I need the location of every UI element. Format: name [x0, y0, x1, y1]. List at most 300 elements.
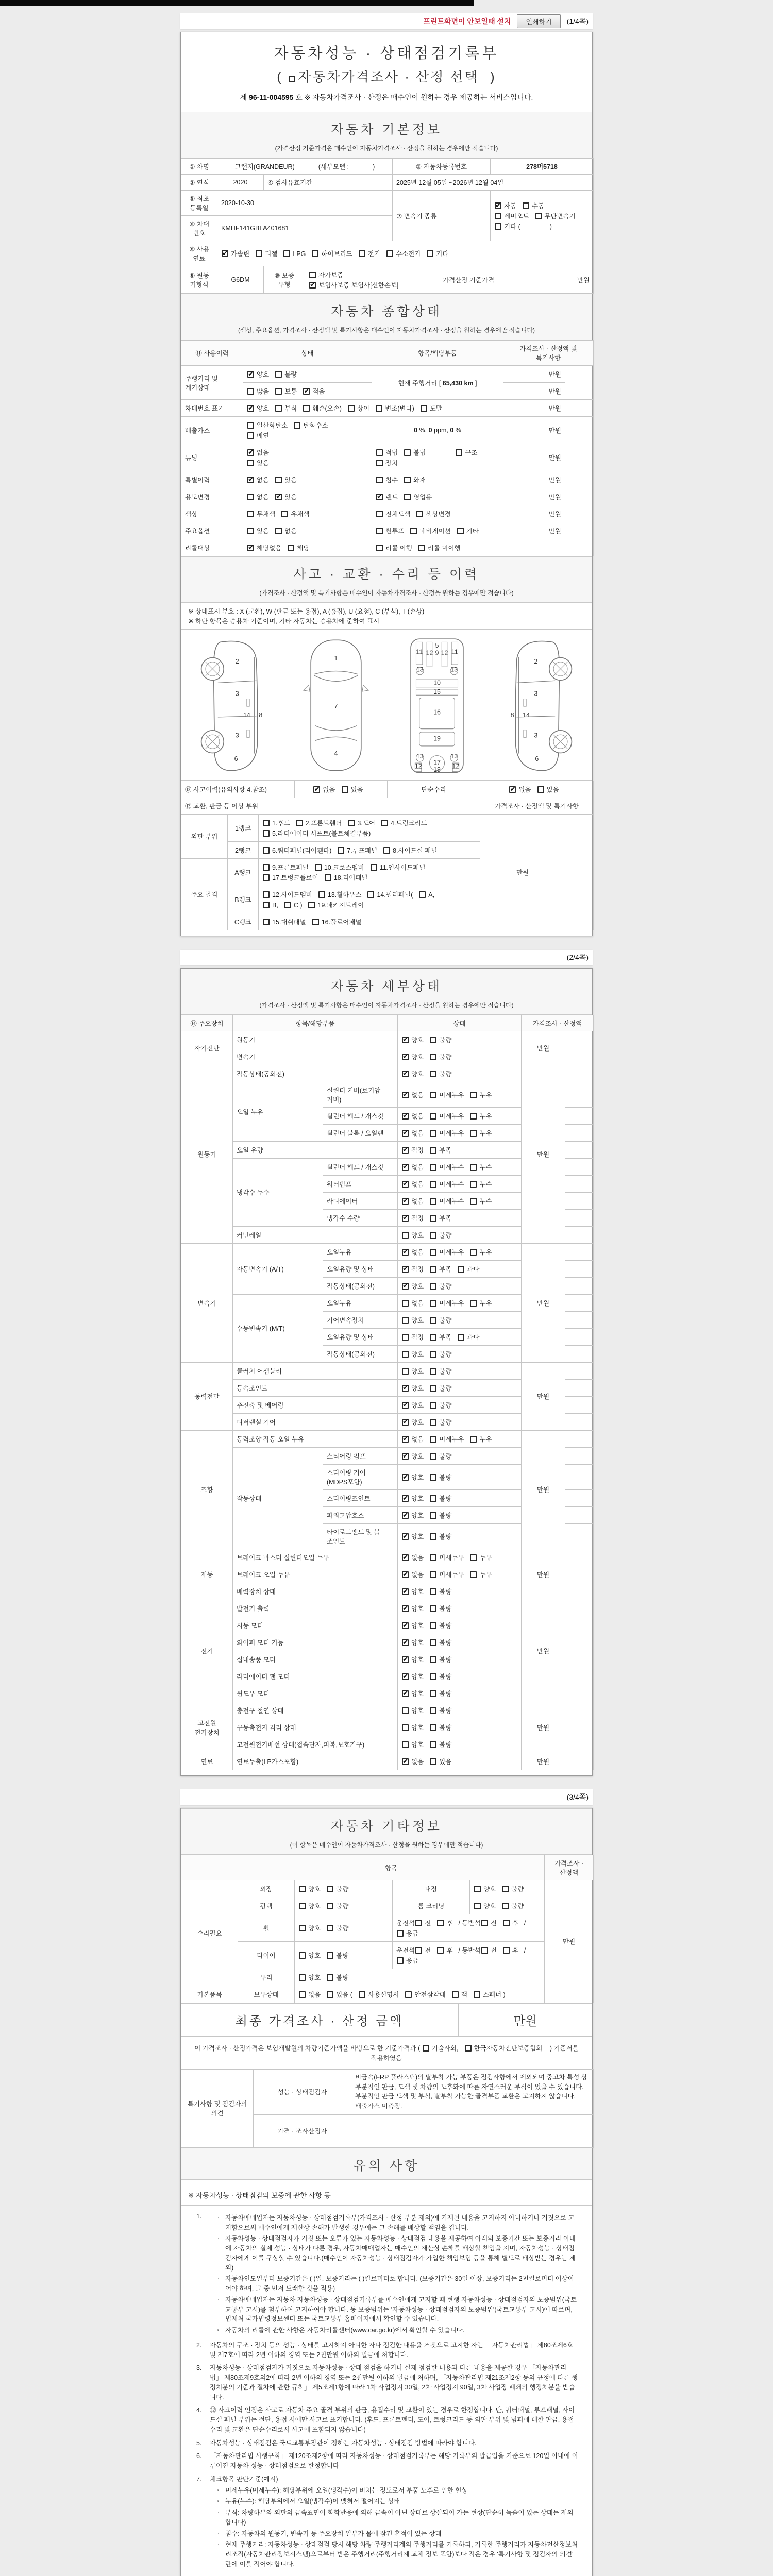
- unchecked-checkbox-icon[interactable]: [359, 1991, 365, 1998]
- unchecked-checkbox-icon[interactable]: [430, 1474, 436, 1481]
- unchecked-checkbox-icon[interactable]: [430, 1656, 436, 1663]
- unchecked-checkbox-icon[interactable]: [402, 1368, 409, 1375]
- checked-checkbox-icon[interactable]: [402, 1495, 409, 1502]
- unchecked-checkbox-icon[interactable]: [474, 1991, 480, 1998]
- unchecked-checkbox-icon[interactable]: [275, 477, 282, 483]
- unchecked-checkbox-icon[interactable]: [404, 477, 411, 483]
- unchecked-checkbox-icon[interactable]: [474, 1903, 481, 1909]
- cell: 구동축전지 격리 상태: [233, 1719, 398, 1736]
- check-option: 2.프론트휀더: [296, 818, 342, 828]
- unchecked-checkbox-icon[interactable]: [430, 1334, 436, 1341]
- checked-checkbox-icon[interactable]: [402, 1512, 409, 1519]
- unchecked-checkbox-icon[interactable]: [430, 1622, 436, 1629]
- table-row: [181, 159, 594, 175]
- unchecked-checkbox-icon[interactable]: [327, 1925, 333, 1931]
- unchecked-checkbox-icon[interactable]: [402, 1300, 409, 1307]
- unchecked-checkbox-icon[interactable]: [437, 1947, 444, 1954]
- unchecked-checkbox-icon[interactable]: [367, 891, 374, 898]
- checked-checkbox-icon[interactable]: [247, 405, 254, 412]
- check-option: 불량: [429, 1586, 451, 1597]
- unchecked-checkbox-icon[interactable]: [376, 460, 383, 466]
- unchecked-checkbox-icon[interactable]: [430, 1113, 436, 1120]
- unchecked-checkbox-icon[interactable]: [416, 511, 423, 517]
- unchecked-checkbox-icon[interactable]: [470, 1113, 477, 1120]
- unchecked-checkbox-icon[interactable]: [456, 449, 462, 456]
- check-option: 5.라디에이터 서포트(볼트체결부품): [262, 828, 371, 838]
- unchecked-checkbox-icon[interactable]: [299, 1925, 306, 1931]
- check-option: 불량: [429, 1688, 451, 1699]
- cell: 등속조인트: [233, 1379, 398, 1396]
- unchecked-checkbox-icon[interactable]: [327, 1974, 333, 1981]
- unchecked-checkbox-icon[interactable]: [256, 250, 262, 257]
- document-header: [181, 32, 592, 112]
- unchecked-checkbox-icon[interactable]: [263, 874, 270, 881]
- checked-checkbox-icon[interactable]: [402, 1639, 409, 1646]
- unchecked-checkbox-icon[interactable]: [318, 891, 325, 898]
- unchecked-checkbox-icon[interactable]: [402, 1334, 409, 1341]
- cell: [565, 1413, 594, 1430]
- unchecked-checkbox-icon[interactable]: [430, 1690, 436, 1697]
- unchecked-checkbox-icon[interactable]: [430, 1249, 436, 1256]
- unchecked-checkbox-icon[interactable]: [275, 528, 282, 534]
- unchecked-checkbox-icon[interactable]: [474, 1886, 481, 1892]
- cell: 디퍼렌셜 기어: [233, 1413, 398, 1430]
- checked-checkbox-icon[interactable]: [376, 494, 383, 500]
- unchecked-checkbox-icon[interactable]: [402, 1707, 409, 1714]
- unchecked-checkbox-icon[interactable]: [430, 1071, 436, 1077]
- check-option: ✔ 해당없음: [247, 543, 281, 553]
- cell: [243, 444, 372, 471]
- cell: [243, 488, 372, 505]
- page-2: [180, 968, 593, 1776]
- unchecked-checkbox-icon[interactable]: [430, 1266, 436, 1273]
- checked-checkbox-icon[interactable]: [402, 1588, 409, 1595]
- unchecked-checkbox-icon[interactable]: [430, 1588, 436, 1595]
- diagram-part-number: 12: [452, 762, 460, 770]
- check-option: ✔양호: [247, 369, 269, 379]
- check-option: 양호: [401, 1230, 424, 1240]
- checked-checkbox-icon[interactable]: [402, 1419, 409, 1426]
- unchecked-checkbox-icon[interactable]: [415, 1947, 422, 1954]
- unchecked-checkbox-icon[interactable]: [502, 1903, 509, 1909]
- unchecked-checkbox-icon[interactable]: [386, 250, 393, 257]
- check-option: 잭: [451, 1989, 467, 1999]
- cell: [565, 1506, 594, 1523]
- unchecked-checkbox-icon[interactable]: [338, 847, 344, 854]
- check-option: 훼손(오손): [303, 403, 342, 413]
- print-button[interactable]: 인쇄하기: [517, 14, 560, 28]
- unchecked-checkbox-icon[interactable]: [495, 213, 501, 219]
- unchecked-checkbox-icon[interactable]: [327, 1952, 333, 1959]
- checked-checkbox-icon[interactable]: [402, 1147, 409, 1154]
- unchecked-checkbox-icon[interactable]: [371, 864, 377, 871]
- unchecked-checkbox-icon[interactable]: [376, 545, 383, 551]
- unchecked-checkbox-icon[interactable]: [283, 250, 290, 257]
- unchecked-checkbox-icon[interactable]: [325, 874, 331, 881]
- cell: 고전원전기배선 상태(접속단자,피복,보호기구): [233, 1736, 398, 1753]
- checked-checkbox-icon[interactable]: [402, 1453, 409, 1460]
- unchecked-checkbox-icon[interactable]: [430, 1164, 436, 1171]
- cell: [398, 1345, 522, 1362]
- checked-checkbox-icon[interactable]: [402, 1554, 409, 1561]
- checked-checkbox-icon[interactable]: [309, 282, 316, 289]
- unchecked-checkbox-icon[interactable]: [421, 405, 427, 412]
- section-notice-title: 유의 사항: [353, 2158, 420, 2173]
- unchecked-checkbox-icon[interactable]: [410, 528, 417, 534]
- unchecked-checkbox-icon[interactable]: [470, 1436, 477, 1443]
- unchecked-checkbox-icon[interactable]: [296, 820, 303, 826]
- unchecked-checkbox-icon[interactable]: [430, 1436, 436, 1443]
- unchecked-checkbox-icon[interactable]: [430, 1673, 436, 1680]
- unchecked-checkbox-icon[interactable]: [299, 1952, 306, 1959]
- cell: [565, 1065, 594, 1082]
- unchecked-checkbox-icon[interactable]: [402, 1724, 409, 1731]
- unchecked-checkbox-icon[interactable]: [327, 1886, 333, 1892]
- unchecked-checkbox-icon[interactable]: [465, 2045, 472, 2052]
- unchecked-checkbox-icon[interactable]: [457, 528, 464, 534]
- cell: 시동 모터: [233, 1617, 398, 1634]
- checked-checkbox-icon[interactable]: [402, 1113, 409, 1120]
- unchecked-checkbox-icon[interactable]: [402, 1317, 409, 1324]
- unchecked-checkbox-icon[interactable]: [376, 477, 383, 483]
- unchecked-checkbox-icon[interactable]: [263, 891, 270, 898]
- unchecked-checkbox-icon[interactable]: [437, 1920, 444, 1926]
- unchecked-checkbox-icon[interactable]: [404, 449, 411, 456]
- unchecked-checkbox-icon[interactable]: [430, 1147, 436, 1154]
- cell: 작동상태(공회전): [323, 1345, 398, 1362]
- cell: [565, 1277, 594, 1294]
- checked-checkbox-icon[interactable]: [509, 786, 516, 793]
- unchecked-checkbox-icon[interactable]: [430, 1215, 436, 1222]
- checked-checkbox-icon[interactable]: [247, 477, 254, 483]
- unchecked-checkbox-icon[interactable]: [430, 1758, 436, 1765]
- unchecked-checkbox-icon[interactable]: [458, 1334, 464, 1341]
- unchecked-checkbox-icon[interactable]: [535, 213, 542, 219]
- unchecked-checkbox-icon[interactable]: [430, 1605, 436, 1612]
- unchecked-checkbox-icon[interactable]: [327, 1903, 333, 1909]
- unchecked-checkbox-icon[interactable]: [397, 1930, 404, 1937]
- checked-checkbox-icon[interactable]: [402, 1402, 409, 1409]
- unchecked-checkbox-icon[interactable]: [312, 919, 319, 925]
- unchecked-checkbox-icon[interactable]: [430, 1317, 436, 1324]
- unchecked-checkbox-icon[interactable]: [430, 1402, 436, 1409]
- checked-checkbox-icon[interactable]: [402, 1249, 409, 1256]
- check-option: 전: [415, 1945, 431, 1955]
- unchecked-checkbox-icon[interactable]: [430, 1351, 436, 1358]
- unchecked-checkbox-icon[interactable]: [430, 1054, 436, 1060]
- unchecked-checkbox-icon[interactable]: [247, 388, 254, 395]
- unchecked-checkbox-icon[interactable]: [470, 1164, 477, 1171]
- unchecked-checkbox-icon[interactable]: [419, 891, 426, 898]
- check-option: 불량: [429, 1052, 451, 1062]
- unchecked-checkbox-icon[interactable]: [381, 820, 388, 826]
- unchecked-checkbox-icon[interactable]: [376, 511, 383, 517]
- cell: 작동상태(공회전): [323, 1277, 398, 1294]
- text: /: [524, 1946, 526, 1954]
- page-3: [180, 1808, 593, 2576]
- cell: 타이어: [238, 1941, 295, 1969]
- unchecked-checkbox-icon[interactable]: [430, 1724, 436, 1731]
- checked-checkbox-icon[interactable]: [495, 202, 501, 209]
- unchecked-checkbox-icon[interactable]: [481, 1920, 488, 1926]
- unchecked-checkbox-icon[interactable]: [430, 1707, 436, 1714]
- unchecked-checkbox-icon[interactable]: [359, 250, 365, 257]
- unchecked-checkbox-icon[interactable]: [348, 820, 355, 826]
- unchecked-checkbox-icon[interactable]: [281, 511, 288, 517]
- unchecked-checkbox-icon[interactable]: [294, 422, 300, 429]
- check-option: 양호: [298, 1950, 321, 1960]
- check-option: 부족: [429, 1145, 451, 1155]
- check-option: 후: [436, 1945, 452, 1955]
- cell: 만원: [503, 488, 565, 505]
- cell: [565, 1617, 594, 1634]
- notice-item: [196, 2451, 579, 2471]
- unchecked-checkbox-icon[interactable]: [376, 405, 382, 412]
- checked-checkbox-icon[interactable]: [402, 1571, 409, 1578]
- unchecked-checkbox-icon[interactable]: [458, 1266, 464, 1273]
- unchecked-checkbox-icon[interactable]: [495, 223, 501, 230]
- check-option: 세미오토: [494, 211, 529, 221]
- check-option: ✔ 없음: [247, 474, 269, 485]
- unchecked-checkbox-icon[interactable]: [470, 1181, 477, 1188]
- unchecked-checkbox-icon[interactable]: [430, 1495, 436, 1502]
- check-option: 색상변경: [416, 509, 450, 519]
- accident-parts-table: [181, 814, 592, 930]
- unchecked-checkbox-icon[interactable]: [263, 864, 270, 871]
- unchecked-checkbox-icon[interactable]: [247, 494, 254, 500]
- check-option: 13.휠하우스: [318, 889, 362, 900]
- cell: [565, 1362, 594, 1379]
- unchecked-checkbox-icon[interactable]: [470, 1554, 477, 1561]
- checked-checkbox-icon[interactable]: [402, 1758, 409, 1765]
- checked-checkbox-icon[interactable]: [402, 1673, 409, 1680]
- unchecked-checkbox-icon[interactable]: [404, 494, 411, 500]
- unchecked-checkbox-icon[interactable]: [397, 1957, 404, 1964]
- cell: [565, 488, 594, 505]
- unchecked-checkbox-icon[interactable]: [430, 1368, 436, 1375]
- cell: 오일누유: [323, 1294, 398, 1311]
- checked-checkbox-icon[interactable]: [313, 786, 320, 793]
- unchecked-checkbox-icon[interactable]: [299, 1903, 306, 1909]
- unchecked-checkbox-icon[interactable]: [275, 405, 282, 412]
- unchecked-checkbox-icon[interactable]: [430, 1283, 436, 1290]
- table-row: [181, 1702, 594, 1719]
- cell: [372, 444, 503, 471]
- unchecked-checkbox-icon[interactable]: [376, 528, 383, 534]
- cell: [565, 1447, 594, 1464]
- checked-checkbox-icon[interactable]: [402, 1474, 409, 1481]
- unchecked-checkbox-icon[interactable]: [537, 786, 544, 793]
- unchecked-checkbox-icon[interactable]: [415, 1920, 422, 1926]
- cell: [393, 1941, 545, 1969]
- unchecked-checkbox-icon[interactable]: [263, 919, 270, 925]
- unchecked-checkbox-icon[interactable]: [315, 864, 322, 871]
- checked-checkbox-icon[interactable]: [402, 1164, 409, 1171]
- checked-checkbox-icon[interactable]: [402, 1266, 409, 1273]
- check-option: 후: [436, 1918, 452, 1928]
- unchecked-checkbox-icon[interactable]: [342, 786, 348, 793]
- check-option: 적법: [376, 447, 398, 457]
- unchecked-checkbox-icon[interactable]: [289, 76, 295, 82]
- unchecked-checkbox-icon[interactable]: [263, 902, 270, 908]
- cell: ④ 검사유효기간: [264, 175, 393, 191]
- unchecked-checkbox-icon[interactable]: [523, 202, 529, 209]
- unchecked-checkbox-icon[interactable]: [309, 272, 316, 278]
- check-option: ✔ 양호: [401, 1586, 424, 1597]
- checked-checkbox-icon[interactable]: [402, 1656, 409, 1663]
- unchecked-checkbox-icon[interactable]: [470, 1130, 477, 1137]
- unchecked-checkbox-icon[interactable]: [275, 388, 282, 395]
- unchecked-checkbox-icon[interactable]: [470, 1571, 477, 1578]
- checked-checkbox-icon[interactable]: [402, 1533, 409, 1540]
- page2-strip: [180, 950, 593, 965]
- unchecked-checkbox-icon[interactable]: [430, 1741, 436, 1748]
- unchecked-checkbox-icon[interactable]: [470, 1300, 477, 1307]
- unchecked-checkbox-icon[interactable]: [430, 1533, 436, 1540]
- document-number-line: 제 96-11-004595 호 ※ 자동차가격조사 · 산정은 매수인이 원하는 경우 제공하는 서비스입니다.: [240, 93, 533, 101]
- check-option: 있음: [537, 784, 559, 794]
- checked-checkbox-icon[interactable]: [275, 494, 282, 500]
- unchecked-checkbox-icon[interactable]: [430, 1639, 436, 1646]
- unchecked-checkbox-icon[interactable]: [430, 1181, 436, 1188]
- checked-checkbox-icon[interactable]: [402, 1037, 409, 1043]
- diagram-part-number: 3: [534, 732, 538, 739]
- check-option: ✔ 양호: [401, 1069, 424, 1079]
- checked-checkbox-icon[interactable]: [402, 1092, 409, 1098]
- unchecked-checkbox-icon[interactable]: [430, 1453, 436, 1460]
- checked-checkbox-icon[interactable]: [402, 1054, 409, 1060]
- unchecked-checkbox-icon[interactable]: [430, 1571, 436, 1578]
- checked-checkbox-icon[interactable]: [303, 388, 310, 395]
- unchecked-checkbox-icon[interactable]: [430, 1512, 436, 1519]
- cell: [398, 1141, 522, 1158]
- unchecked-checkbox-icon[interactable]: [430, 1300, 436, 1307]
- unchecked-checkbox-icon[interactable]: [247, 432, 254, 439]
- unchecked-checkbox-icon[interactable]: [284, 902, 291, 908]
- checked-checkbox-icon[interactable]: [402, 1215, 409, 1222]
- checked-checkbox-icon[interactable]: [402, 1385, 409, 1392]
- unchecked-checkbox-icon[interactable]: [288, 545, 294, 551]
- unchecked-checkbox-icon[interactable]: [263, 847, 270, 854]
- unchecked-checkbox-icon[interactable]: [503, 1920, 510, 1926]
- unchecked-checkbox-icon[interactable]: [430, 1232, 436, 1239]
- unchecked-checkbox-icon[interactable]: [427, 250, 433, 257]
- unchecked-checkbox-icon[interactable]: [348, 405, 355, 412]
- cell: 변속기: [181, 1243, 233, 1362]
- unchecked-checkbox-icon[interactable]: [470, 1092, 477, 1098]
- unchecked-checkbox-icon[interactable]: [263, 830, 270, 837]
- unchecked-checkbox-icon[interactable]: [430, 1554, 436, 1561]
- unchecked-checkbox-icon[interactable]: [405, 1991, 412, 1998]
- unchecked-checkbox-icon[interactable]: [402, 1741, 409, 1748]
- checked-checkbox-icon[interactable]: [247, 545, 254, 551]
- unchecked-checkbox-icon[interactable]: [470, 1198, 477, 1205]
- diagram-part-number: 12: [414, 762, 422, 770]
- check-option: ✔ 양호: [401, 1451, 424, 1461]
- unchecked-checkbox-icon[interactable]: [502, 1886, 509, 1892]
- unchecked-checkbox-icon[interactable]: [503, 1947, 510, 1954]
- cell: [372, 471, 503, 488]
- check-option: 장치: [376, 457, 398, 468]
- check-option: ✔ 적정: [401, 1213, 424, 1223]
- unchecked-checkbox-icon[interactable]: [430, 1198, 436, 1205]
- unchecked-checkbox-icon[interactable]: [402, 1351, 409, 1358]
- checked-checkbox-icon[interactable]: [402, 1181, 409, 1188]
- checked-checkbox-icon[interactable]: [402, 1605, 409, 1612]
- diagram-part-number: 18: [433, 766, 441, 773]
- check-option: 양호: [474, 1884, 496, 1894]
- check-option: 구조: [455, 447, 477, 457]
- unchecked-checkbox-icon[interactable]: [308, 902, 315, 908]
- cell: [398, 1311, 522, 1328]
- checked-checkbox-icon[interactable]: [402, 1130, 409, 1137]
- cell: 원동기: [233, 1031, 398, 1048]
- cell: [295, 1941, 393, 1969]
- unchecked-checkbox-icon[interactable]: [430, 1130, 436, 1137]
- notice-bullet: ▫ 현재 주행거리: 자동차성능 · 상태점검 당시 해당 차량 주행거리계의 주행거리를 기록하되, 기록한 주행거리가 자동차전산정보처리조직(자동차관리정보시스템)으로부터 받은 주행거리(주행거리계 교체 정보 포함)보다 적은 경우 '특기사항 및 점검자의 의견' 란에 이를 적어야 합니다.: [217, 2541, 578, 2568]
- cell: 브레이크 마스터 실린더오일 누유: [233, 1549, 398, 1566]
- check-option: ✔ 양호: [247, 403, 269, 413]
- unchecked-checkbox-icon[interactable]: [423, 2045, 429, 2052]
- check-option: 불량: [429, 1366, 451, 1376]
- cell: [565, 1175, 594, 1192]
- cell: 휠: [238, 1914, 295, 1941]
- unchecked-checkbox-icon[interactable]: [481, 1947, 488, 1954]
- unchecked-checkbox-icon[interactable]: [247, 460, 254, 466]
- checked-checkbox-icon[interactable]: [247, 449, 254, 456]
- checked-checkbox-icon[interactable]: [402, 1071, 409, 1077]
- unchecked-checkbox-icon[interactable]: [376, 449, 383, 456]
- unchecked-checkbox-icon[interactable]: [470, 1249, 477, 1256]
- checked-checkbox-icon[interactable]: [222, 250, 228, 257]
- check-option: ✔ 렌트: [376, 492, 398, 502]
- unchecked-checkbox-icon[interactable]: [303, 405, 310, 412]
- unchecked-checkbox-icon[interactable]: [418, 545, 425, 551]
- checked-checkbox-icon[interactable]: [402, 1622, 409, 1629]
- unchecked-checkbox-icon[interactable]: [430, 1092, 436, 1098]
- text: ): [373, 163, 375, 171]
- checked-checkbox-icon[interactable]: [402, 1283, 409, 1290]
- notice-list: [181, 2206, 592, 2576]
- checked-checkbox-icon[interactable]: [247, 371, 254, 378]
- unchecked-checkbox-icon[interactable]: [247, 511, 254, 517]
- unchecked-checkbox-icon[interactable]: [430, 1419, 436, 1426]
- checked-checkbox-icon[interactable]: [402, 1690, 409, 1697]
- unchecked-checkbox-icon[interactable]: [312, 250, 318, 257]
- notice-item-number: 6.: [196, 2452, 202, 2460]
- unchecked-checkbox-icon[interactable]: [299, 1974, 306, 1981]
- cell: 자동변속기 (A/T): [233, 1243, 323, 1294]
- unchecked-checkbox-icon[interactable]: [275, 371, 282, 378]
- unchecked-checkbox-icon[interactable]: [299, 1991, 306, 1998]
- unchecked-checkbox-icon[interactable]: [430, 1385, 436, 1392]
- checked-checkbox-icon[interactable]: [402, 1198, 409, 1205]
- checked-checkbox-icon[interactable]: [402, 1436, 409, 1443]
- check-option: 변조(변타): [375, 403, 414, 413]
- check-option: 4.트렁크리드: [381, 818, 427, 828]
- unchecked-checkbox-icon[interactable]: [430, 1037, 436, 1043]
- unchecked-checkbox-icon[interactable]: [383, 847, 390, 854]
- unchecked-checkbox-icon[interactable]: [263, 820, 270, 826]
- cell: [259, 858, 480, 886]
- unchecked-checkbox-icon[interactable]: [402, 1232, 409, 1239]
- unchecked-checkbox-icon[interactable]: [327, 1991, 333, 1998]
- unchecked-checkbox-icon[interactable]: [452, 1991, 459, 1998]
- unchecked-checkbox-icon[interactable]: [247, 528, 254, 534]
- unchecked-checkbox-icon[interactable]: [299, 1886, 306, 1892]
- unchecked-checkbox-icon[interactable]: [247, 422, 254, 429]
- cell: 오일누유: [323, 1243, 398, 1260]
